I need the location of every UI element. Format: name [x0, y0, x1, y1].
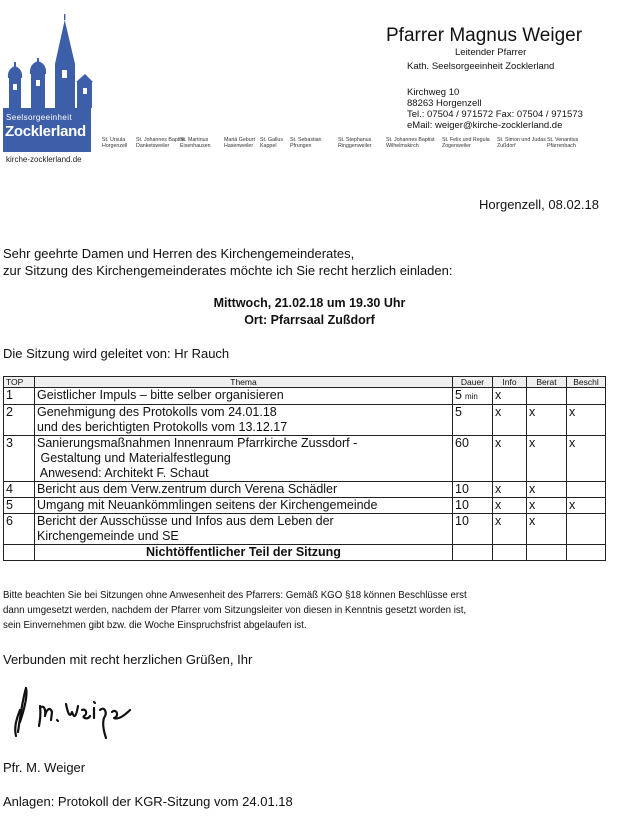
logo-text-line1: Seelsorgeeinheit — [6, 113, 72, 122]
agenda-topic — [35, 436, 453, 482]
agenda-berat-mark: x — [527, 514, 567, 545]
header-beschl: Beschl — [567, 377, 606, 388]
agenda-info-mark: x — [493, 514, 527, 545]
meeting-place: Ort: Pfarrsaal Zußdorf — [244, 313, 375, 327]
parish-list — [102, 137, 602, 157]
agenda-beschl-mark — [567, 388, 606, 405]
parish-place: Zogenweiler — [442, 143, 471, 150]
agenda-row — [4, 436, 606, 482]
agenda-topic-line: Kirchengemeinde und SE — [37, 529, 179, 543]
parish-entry — [497, 137, 546, 150]
agenda-duration — [453, 482, 493, 498]
meeting-date: Mittwoch, 21.02.18 um 19.30 Uhr — [213, 296, 406, 310]
parish-church: St. Johannes Baptist — [136, 137, 185, 143]
agenda-duration-unit: min — [464, 392, 478, 401]
agenda-empty-cell — [453, 545, 493, 561]
agenda-topic — [35, 482, 453, 498]
agenda-info-mark: x — [493, 405, 527, 436]
header-top: TOP — [4, 377, 35, 388]
parish-church: St. Johannes Baptist — [386, 137, 435, 143]
agenda-topic — [35, 498, 453, 514]
sender-role: Leitender Pfarrer — [455, 47, 527, 58]
parish-entry — [547, 137, 578, 150]
parish-entry — [260, 137, 283, 150]
parish-place: Danketsweiler — [136, 143, 170, 150]
agenda-duration-value: 5 — [455, 388, 462, 402]
parish-entry — [338, 137, 372, 150]
agenda-info-mark: x — [493, 498, 527, 514]
agenda-row — [4, 482, 606, 498]
agenda-duration — [453, 388, 493, 405]
session-leader: Die Sitzung wird geleitet von: Hr Rauch — [3, 346, 230, 361]
parish-place: Ringgenweiler — [338, 143, 372, 150]
agenda-info-mark: x — [493, 388, 527, 405]
parish-church: St. Stephanus — [338, 137, 372, 143]
attachments-line: Anlagen: Protokoll der KGR-Sitzung vom 24.01.18 — [3, 794, 293, 809]
agenda-header-row — [4, 377, 606, 388]
agenda-info-mark: x — [493, 436, 527, 482]
address-city: 88263 Horgenzell — [407, 98, 482, 109]
agenda-duration-value: 10 — [455, 482, 469, 496]
agenda-topic — [35, 405, 453, 436]
parish-church: St. Gallus — [260, 137, 283, 143]
address-phone-fax: Tel.: 07504 / 971572 Fax: 07504 / 971573 — [407, 109, 583, 120]
agenda-duration-value: 10 — [455, 498, 469, 512]
agenda-topic-line: Genehmigung des Protokolls vom 24.01.18 — [37, 405, 277, 419]
parish-place: Eisenhausen — [180, 143, 211, 150]
agenda-top-number: 1 — [4, 388, 35, 405]
parish-entry — [290, 137, 322, 150]
agenda-duration — [453, 514, 493, 545]
handwritten-signature — [10, 680, 140, 740]
letter-date: Horgenzell, 08.02.18 — [479, 197, 599, 212]
parish-church: St. Simon und Judas — [497, 137, 546, 143]
agenda-row — [4, 405, 606, 436]
agenda-beschl-mark — [567, 482, 606, 498]
agenda-topic-line: Bericht aus dem Verw.zentrum durch Verena Schädler — [37, 482, 338, 496]
parish-entry — [224, 137, 255, 150]
parish-place: Horgenzell — [102, 143, 128, 150]
agenda-row — [4, 514, 606, 545]
agenda-top-number: 5 — [4, 498, 35, 514]
agenda-body — [4, 388, 606, 561]
agenda-beschl-mark: x — [567, 405, 606, 436]
parish-church: St. Venantius — [547, 137, 579, 143]
agenda-duration-value: 10 — [455, 514, 469, 528]
agenda-topic-line: Geistlicher Impuls – bitte selber organisieren — [37, 388, 284, 402]
invitation-text: zur Sitzung des Kirchengemeinderates möchte ich Sie recht herzlich einladen: — [3, 263, 453, 278]
agenda-duration — [453, 405, 493, 436]
agenda-berat-mark: x — [527, 482, 567, 498]
parish-church: Mariä Geburt — [224, 137, 255, 143]
note-line-2: dann umgesetzt werden, nachdem der Pfarrer vom Sitzungsleiter von diesen in Kenntnis gesetzt worden ist, — [3, 605, 467, 616]
parish-entry — [102, 137, 127, 150]
address-street: Kirchweg 10 — [407, 87, 460, 98]
agenda-topic-line: Sanierungsmaßnahmen Innenraum Pfarrkirche Zussdorf - — [37, 436, 358, 450]
agenda-duration — [453, 498, 493, 514]
header-berat: Berat — [527, 377, 567, 388]
note-line-3: sein Einvernehmen gibt bzw. die Woche Einspruchsfrist abgelaufen ist. — [3, 620, 307, 631]
parish-place: Hasenweiler — [224, 143, 254, 150]
header-info: Info — [493, 377, 527, 388]
logo-url: kirche-zocklerland.de — [6, 155, 82, 164]
agenda-beschl-mark: x — [567, 436, 606, 482]
agenda-topic — [35, 514, 453, 545]
parish-place: Zußdorf — [497, 143, 516, 150]
parish-church: St. Felix und Regula — [442, 137, 490, 143]
parish-place: Wilhelmskirch — [386, 143, 419, 150]
closing-line: Verbunden mit recht herzlichen Grüßen, Ihr — [3, 652, 253, 667]
agenda-duration-value: 5 — [455, 405, 462, 419]
agenda-topic — [35, 388, 453, 405]
agenda-berat-mark: x — [527, 436, 567, 482]
parish-entry — [136, 137, 185, 150]
agenda-beschl-mark — [567, 514, 606, 545]
agenda-row — [4, 388, 606, 405]
parish-church: St. Martinus — [180, 137, 209, 143]
sender-name: Pfarrer Magnus Weiger — [386, 25, 583, 46]
agenda-top-number: 6 — [4, 514, 35, 545]
agenda-top-number: 3 — [4, 436, 35, 482]
address-email: eMail: weiger@kirche-zocklerland.de — [407, 120, 563, 131]
parish-church: St. Ursula — [102, 137, 126, 143]
parish-entry — [180, 137, 211, 150]
agenda-top-number: 4 — [4, 482, 35, 498]
agenda-empty-cell — [567, 545, 606, 561]
parish-place: Pfrungen — [290, 143, 312, 150]
header-thema: Thema — [35, 377, 453, 388]
agenda-info-mark: x — [493, 482, 527, 498]
closed-session-label: Nichtöffentlicher Teil der Sitzung — [35, 545, 453, 561]
note-line-1: Bitte beachten Sie bei Sitzungen ohne Anwesenheit des Pfarrers: Gemäß KGO §18 können Beschlüsse erst — [3, 590, 467, 601]
parish-place: Kappel — [260, 143, 277, 150]
greeting: Sehr geehrte Damen und Herren des Kirchengemeinderates, — [3, 246, 355, 261]
agenda-duration — [453, 436, 493, 482]
signer-name: Pfr. M. Weiger — [3, 760, 86, 775]
agenda-empty-cell — [493, 545, 527, 561]
agenda-empty-cell — [4, 545, 35, 561]
agenda-topic-line: Bericht der Ausschüsse und Infos aus dem Leben der — [37, 514, 334, 528]
agenda-berat-mark: x — [527, 498, 567, 514]
agenda-topic-line: Gestaltung und Materialfestlegung — [37, 451, 231, 465]
parish-entry — [386, 137, 435, 150]
sender-unit: Kath. Seelsorgeeinheit Zocklerland — [407, 61, 555, 72]
agenda-topic-line: Anwesend: Architekt F. Schaut — [37, 466, 209, 480]
logo-text-line2: Zocklerland — [5, 123, 86, 140]
agenda-topic-line: und des berichtigten Protokolls vom 13.12.17 — [37, 420, 288, 434]
agenda-berat-mark — [527, 388, 567, 405]
parish-place: Pfärrenbach — [547, 143, 576, 150]
header-dauer: Dauer — [453, 377, 493, 388]
parish-entry — [442, 137, 490, 150]
agenda-topic-line: Umgang mit Neuankömmlingen seitens der Kirchengemeinde — [37, 498, 378, 512]
agenda-row — [4, 498, 606, 514]
agenda-beschl-mark: x — [567, 498, 606, 514]
agenda-duration-value: 60 — [455, 436, 469, 450]
parish-church: St. Sebastian — [290, 137, 322, 143]
agenda-closed-session-row — [4, 545, 606, 561]
agenda-empty-cell — [527, 545, 567, 561]
agenda-top-number: 2 — [4, 405, 35, 436]
agenda-berat-mark: x — [527, 405, 567, 436]
agenda-table — [3, 376, 606, 561]
